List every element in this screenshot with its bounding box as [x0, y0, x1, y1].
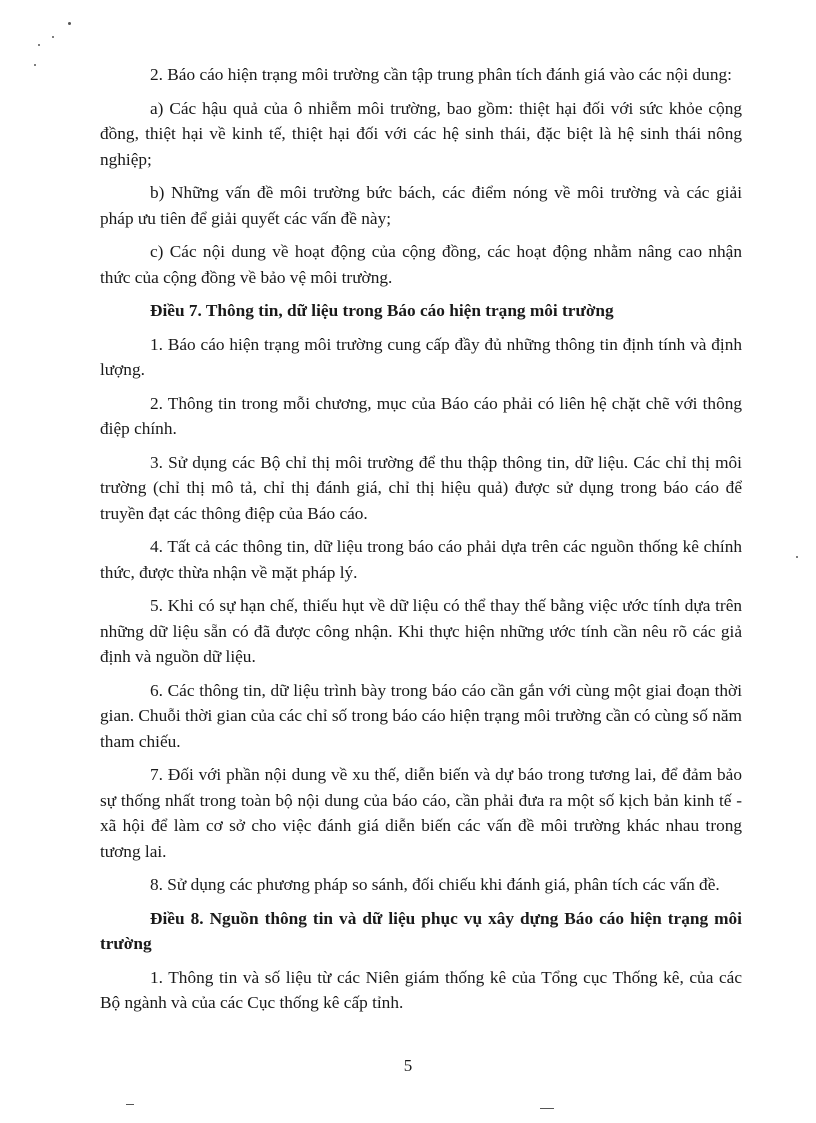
- article-7-clause-3: 3. Sử dụng các Bộ chỉ thị môi trường để thu thập thông tin, dữ liệu. Các chỉ thị môi trường (chỉ thị mô tả, chỉ thị đánh giá, chỉ thị hiệu quả) được sử dụng trong báo cáo để truyền đạt các thông điệp của Báo cáo.: [100, 452, 742, 523]
- scan-speck: [38, 44, 40, 46]
- scan-speck: [126, 1104, 134, 1105]
- article-8-clause-1: 1. Thông tin và số liệu từ các Niên giám thống kê của Tổng cục Thống kê, của các Bộ ngành và của các Cục thống kê cấp tỉnh.: [100, 967, 742, 1012]
- article-7-clause-2: 2. Thông tin trong mỗi chương, mục của Báo cáo phải có liên hệ chặt chẽ với thông điệp chính.: [100, 393, 742, 438]
- scan-speck: [796, 556, 798, 558]
- scan-speck: [34, 64, 36, 66]
- article-7-clause-7: 7. Đối với phần nội dung về xu thế, diễn biến và dự báo trong tương lai, để đảm bảo sự thống nhất trong toàn bộ nội dung của báo cáo, cần phải đưa ra một số kịch bản kinh tế - xã hội để làm cơ sở cho việc đánh giá diễn biến các vấn đề môi trường khác nhau trong tương lai.: [100, 765, 742, 861]
- paragraph-item-b: b) Những vấn đề môi trường bức bách, các điểm nóng về môi trường và các giải pháp ưu tiên để giải quyết các vấn đề này;: [100, 183, 742, 228]
- article-7-clause-8: 8. Sử dụng các phương pháp so sánh, đối chiếu khi đánh giá, phân tích các vấn đề.: [150, 875, 720, 894]
- page-number: 5: [403, 1056, 413, 1075]
- article-7-clause-1: 1. Báo cáo hiện trạng môi trường cung cấp đầy đủ những thông tin định tính và định lượng.: [100, 334, 742, 379]
- scan-speck: [52, 36, 54, 38]
- paragraph-clause-2: 2. Báo cáo hiện trạng môi trường cần tập trung phân tích đánh giá vào các nội dung:: [150, 65, 732, 84]
- paragraph-item-c: c) Các nội dung về hoạt động của cộng đồng, các hoạt động nhằm nâng cao nhận thức của cộng đồng về bảo vệ môi trường.: [100, 242, 742, 287]
- document-body: [100, 62, 742, 1024]
- scan-speck: [540, 1108, 554, 1109]
- article-7-clause-4: 4. Tất cả các thông tin, dữ liệu trong báo cáo phải dựa trên các nguồn thống kê chính thức, được thừa nhận về mặt pháp lý.: [100, 537, 742, 582]
- article-7-heading: Điều 7. Thông tin, dữ liệu trong Báo cáo hiện trạng môi trường: [150, 301, 614, 320]
- article-8-heading: Điều 8. Nguồn thông tin và dữ liệu phục vụ xây dựng Báo cáo hiện trạng môi trường: [100, 908, 742, 953]
- article-7-clause-6: 6. Các thông tin, dữ liệu trình bày trong báo cáo cần gắn với cùng một giai đoạn thời gian. Chuỗi thời gian của các chỉ số trong báo cáo hiện trạng môi trường cần có cùng số năm tham chiếu.: [100, 680, 742, 751]
- paragraph-item-a: a) Các hậu quả của ô nhiễm môi trường, bao gồm: thiệt hại đối với sức khỏe cộng đồng, thiệt hại về kinh tế, thiệt hại đối với các hệ sinh thái, đặc biệt là hệ sinh thái nông nghiệp;: [100, 98, 742, 169]
- article-7-clause-5: 5. Khi có sự hạn chế, thiếu hụt về dữ liệu có thể thay thế bằng việc ước tính dựa trên những dữ liệu sẵn có đã được công nhận. Khi thực hiện những ước tính cần nêu rõ các giả định và nguồn dữ liệu.: [100, 596, 742, 666]
- scan-speck: [68, 22, 71, 25]
